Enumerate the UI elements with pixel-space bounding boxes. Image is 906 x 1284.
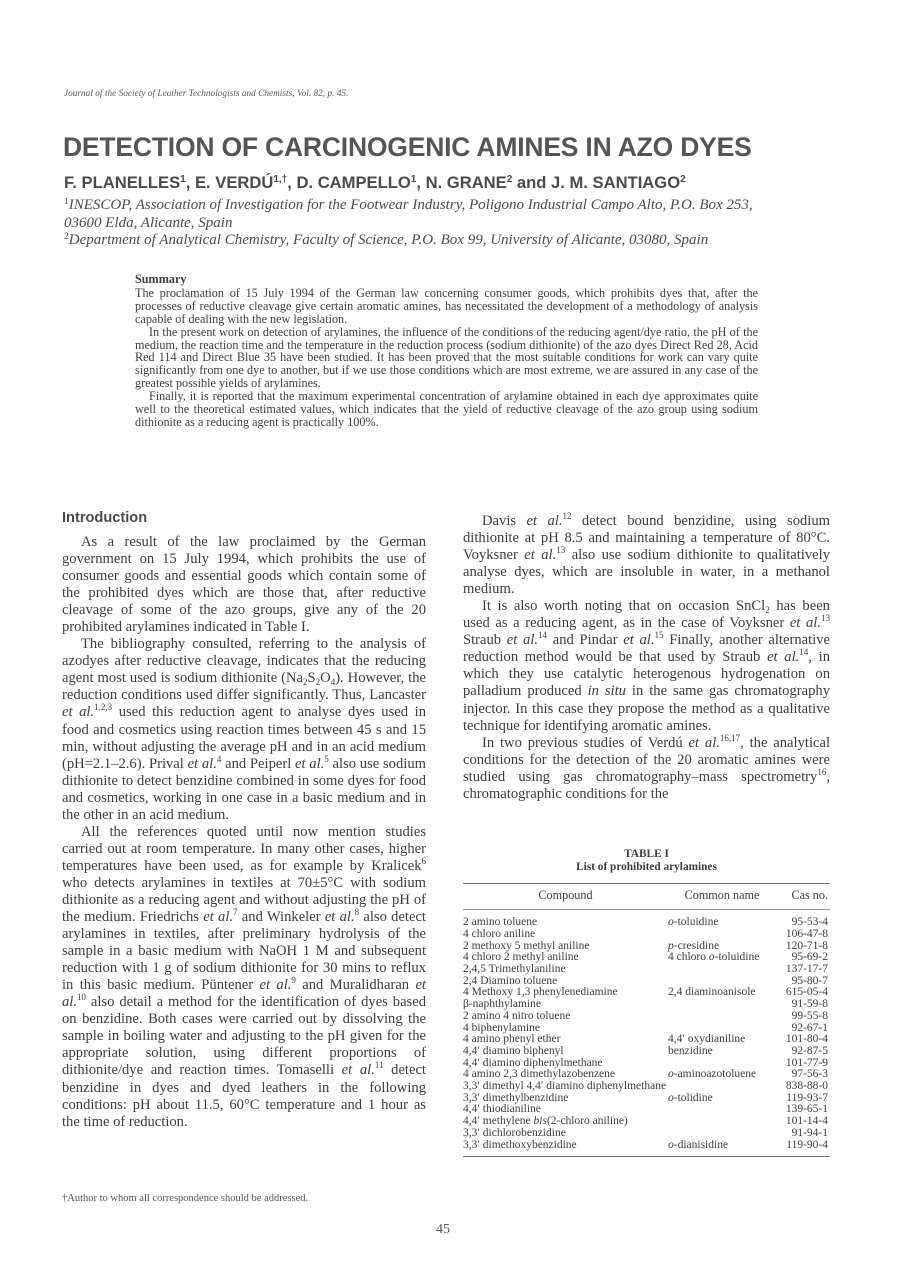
common-name-cell <box>668 1011 776 1023</box>
separator: and <box>512 173 552 192</box>
article-title: DETECTION OF CARCINOGENIC AMINES IN AZO DYES <box>63 132 752 162</box>
cas-number-cell: 91-94-1 <box>791 1126 828 1139</box>
body-paragraph: In two previous studies of Verdú et al.$^{16,17}$, the analytical conditions for the detection of the 20 aromatic amines were studied using gas chromatography–mass spectrometry$^{16}$, chromatographic conditions for the <box>463 732 831 802</box>
table-row <box>463 964 830 976</box>
journal-citation: Journal of the Society of Leather Technologists and Chemists, Vol. 82, p. 45. <box>64 88 349 98</box>
author-name: N. GRANE <box>425 173 507 192</box>
compound-cell: 2 methoxy 5 methyl aniline <box>463 939 590 952</box>
common-name-cell: 2,4 diaminoanisole <box>668 986 756 999</box>
data-table <box>463 884 830 1158</box>
body-paragraph: It is also worth noting that on occasion SnCl$_2$ has been used as a reducing agent, as in the case of Voyksner et al.$^{13}$ Straub et al.$^{14}$ and Pindar et al.$^{15}$ Finally, another alternative reduction method would be that used by Straub et al.$^{14}$, in which they use catalytic heterogenous hydrogenation on palladium produced in situ in the same gas chromatography injector. In this case they propose the method as a qualitative technique for identifying aromatic amines. <box>463 598 830 734</box>
compound-cell: 2 amino toluene <box>463 916 538 929</box>
table-row <box>463 929 830 941</box>
cas-number-cell: 137-17-7 <box>785 963 828 976</box>
citation-ref: 14 <box>538 630 548 641</box>
citation-ref: 14 <box>799 647 809 658</box>
citation-ref: 16 <box>817 766 827 777</box>
author-list <box>64 173 686 193</box>
common-name-cell: o-toluidine <box>668 916 719 929</box>
common-name-cell <box>668 1081 776 1093</box>
common-name-cell <box>668 964 776 976</box>
compound-cell: 3,3′ dichlorobenzidine <box>463 1126 566 1139</box>
summary-paragraph: In the present work on detection of arylamines, the influence of the conditions of the reducing agent/dye ratio, the pH of the medium, the reaction time and the temperature in the reduction process (sodium dithionite) of the azo dyes Direct Red 28, Acid Red 114 and Direct Blue 35 have been studied. It has been proved that the most suitable conditions for work can vary quite significantly from one dye to another, but if we use those conditions which are most extreme, we are assured in any case of the greatest possible yields of arylamines. <box>135 324 758 391</box>
cas-number-cell: 101-77-9 <box>785 1056 828 1069</box>
compound-cell: 3,3′ dimethylbenzidine <box>463 1091 569 1104</box>
citation-ref: 5 <box>324 753 329 764</box>
common-name-cell <box>668 929 776 941</box>
separator: , <box>416 173 426 192</box>
citation-ref: 7 <box>233 907 238 918</box>
author-affil-sup: 1 <box>180 174 186 185</box>
table-prohibited-arylamines <box>463 848 830 1157</box>
cas-number-cell: 95-53-4 <box>791 916 828 929</box>
common-name-cell: o-tolidine <box>668 1091 713 1104</box>
cas-number-cell: 99-55-8 <box>791 1009 828 1022</box>
summary-heading: Summary <box>135 272 187 286</box>
citation-ref: 6 <box>421 855 426 866</box>
body-paragraph: Davis et al.$^{12}$ detect bound benzidine, using sodium dithionite at pH 8.5 and maintaining a temperature of 80°C. Voyksner et al.$^{13}$ also use sodium dithionite to qualitatively analyse dyes, which are insoluble in water, in a methanol medium. <box>463 511 831 598</box>
page-number: 45 <box>436 1222 450 1237</box>
common-name-cell: o-aminoazotoluene <box>668 1068 757 1081</box>
citation-ref: 8 <box>354 907 360 918</box>
cas-number-cell: 92-87-5 <box>791 1044 828 1057</box>
cas-number-cell: 615-05-4 <box>785 986 828 999</box>
compound-cell: 4 Methoxy 1,3 phenylenediamine <box>463 986 618 999</box>
affil-line: INESCOP, Association of Investigation for the Footwear Industry, Poligono Industrial Campo Alto, P.O. Box 253, <box>68 197 753 213</box>
affiliation-2 <box>64 231 708 249</box>
table-row <box>463 1081 830 1093</box>
author-affil-sup: 2 <box>506 174 513 185</box>
common-name-cell: p-cresidine <box>668 939 720 952</box>
compound-cell: 4,4′ diamino biphenyl <box>463 1044 564 1057</box>
separator: , <box>185 173 195 192</box>
compound-cell: 4 amino 2,3 dimethylazobenzene <box>463 1068 616 1081</box>
compound-cell: 4,4′ thiodianiline <box>463 1103 541 1116</box>
cas-number-cell: 838-88-0 <box>785 1080 828 1093</box>
cas-number-cell: 139-65-1 <box>785 1103 828 1116</box>
footnote: †Author to whom all correspondence should be addressed. <box>62 1193 309 1204</box>
citation-ref: 15 <box>654 630 664 641</box>
cas-number-cell: 101-14-4 <box>785 1115 828 1128</box>
compound-cell: 4 amino phenyl ether <box>463 1033 561 1046</box>
citation-ref: 9 <box>291 975 296 986</box>
compound-cell: 4,4′ diamino diphenylmethane <box>463 1056 603 1069</box>
table-row <box>463 1140 830 1157</box>
summary-section <box>135 273 758 429</box>
author-name: J. M. SANTIAGO <box>551 173 681 192</box>
author-affil-sup: 1,† <box>273 174 288 185</box>
introduction-heading: Introduction <box>62 510 148 526</box>
author-affil-sup: 2 <box>680 174 686 185</box>
cas-number-cell: 92-67-1 <box>791 1021 828 1034</box>
author-name: F. PLANELLES <box>64 173 181 192</box>
compound-cell: 4 chloro 2 methyl aniline <box>463 951 579 964</box>
citation-ref: 16,17 <box>719 732 741 743</box>
body-paragraph: As a result of the law proclaimed by the German government on 15 July 1994, which prohibits the use of consumer goods and essential goods which contain some of the prohibited dyes which are those that, after reductive cleavage of some of the azo groups, give any of the 20 prohibited arylamines indicated in Table I. <box>62 534 426 636</box>
separator: , <box>287 173 297 192</box>
common-name-cell <box>668 1128 776 1140</box>
compound-cell: 4,4′ methylene bis(2-chloro aniline) <box>463 1115 628 1128</box>
citation-ref: 10 <box>77 992 86 1003</box>
cas-number-cell: 97-56-3 <box>791 1068 828 1081</box>
table-header-row <box>463 884 830 910</box>
right-column <box>463 513 830 803</box>
common-name-cell <box>668 1104 776 1116</box>
affil-line: 03600 Elda, Alicante, Spain <box>64 215 233 231</box>
compound-cell: 2,4,5 Trimethylaniline <box>463 963 566 976</box>
affiliation-1 <box>64 196 753 232</box>
compound-cell: 2,4 Diamino toluene <box>463 974 558 987</box>
column-header-cas-no: Cas no. <box>791 887 828 902</box>
table-row <box>463 910 830 929</box>
cas-number-cell: 95-80-7 <box>791 974 828 987</box>
compound-cell: 3,3′ dimethyl 4,4′ diamino diphenylmethane <box>463 1080 667 1093</box>
citation-ref: 1,2,3 <box>94 702 113 713</box>
citation-ref: 11 <box>374 1060 384 1071</box>
citation-ref: 12 <box>562 511 572 521</box>
compound-cell: β-naphthylamine <box>463 998 542 1011</box>
table-row <box>463 1011 830 1023</box>
common-name-cell: o-dianisidine <box>668 1138 729 1151</box>
column-header-compound: Compound <box>538 887 593 902</box>
affil-sup: 1 <box>64 197 69 207</box>
table-subtitle: List of prohibited arylamines <box>576 860 717 873</box>
common-name-cell <box>668 999 776 1011</box>
cas-number-cell: 119-90-4 <box>786 1138 828 1151</box>
common-name-cell: 4 chloro o-toluidine <box>668 951 760 964</box>
cas-number-cell: 95-69-2 <box>791 951 828 964</box>
table-caption: TABLE I <box>624 848 669 860</box>
affil-sup: 2 <box>64 232 69 242</box>
table-row <box>463 1046 830 1058</box>
citation-ref: 13 <box>821 613 830 624</box>
cas-number-cell: 119-93-7 <box>786 1091 828 1104</box>
common-name-cell: 4,4′ oxydianiline <box>668 1033 746 1046</box>
common-name-cell: benzidine <box>668 1044 713 1057</box>
citation-ref: 4 <box>216 753 222 764</box>
author-affil-sup: 1 <box>410 174 417 185</box>
compound-cell: 2 amino 4 nitro toluene <box>463 1009 571 1022</box>
common-name-cell <box>668 1116 776 1128</box>
affil-line: Department of Analytical Chemistry, Faculty of Science, P.O. Box 99, University of Alicante, 03080, Spain <box>68 232 709 248</box>
compound-cell: 3,3′ dimethoxybenzidine <box>463 1138 577 1151</box>
left-column <box>62 510 426 1131</box>
author-name: D. CAMPELLO <box>296 173 411 192</box>
citation-ref: 13 <box>556 545 566 556</box>
author-name: E. VERDÚ <box>194 173 274 192</box>
cas-number-cell: 120-71-8 <box>785 939 828 952</box>
body-paragraph: All the references quoted until now mention studies carried out at room temperature. In many other cases, higher temperatures have been used, as for example by Kralicek$^6$ who detects arylamines in textiles at 70±5°C with sodium dithionite as a reducing agent and without adjusting the pH of the medium. Friedrichs et al.$^7$ and Winkeler et al.$^8$ also detect arylamines in textiles, after preliminary hydrolysis of the sample in a basic medium with NaOH 1 M and subsequent reduction with 1 g of sodium dithionite for 30 mins to reflux in this basic medium. Püntener et al.$^9$ and Muralidharan et al.$^{10}$ also detail a method for the identification of dyes based on benzidine. Both cases were carried out by dissolving the sample in boiling water and adjusting to the pH given for the appropriate solution, using different proportions of dithionite/dye and reaction times. Tomaselli et al.$^{11}$ detect benzidine in dyes and dyed leathers in the following conditions: pH about 11.5, 60°C temperature and 1 hour as the time of reduction. <box>62 823 426 1130</box>
body-paragraph: The bibliography consulted, referring to the analysis of azodyes after reductive cleavage, indicates that the reducing agent most used is sodium dithionite $(Na_2S_2O_4)$. However, the reduction conditions used differ significantly. Thus, Lancaster et al.$^{1,2,3}$ used this reduction agent to analyse dyes used in food and cosmetics using reaction times between 45 s and 15 min, without adjusting the average pH and in an acid medium (pH=2.1–2.6). Prival et al.$^4$ and Peiperl et al.$^5$ also use sodium dithionite to detect benzidine combined in some dyes for food and cosmetics, working in one case in a basic medium and in the other in an acid medium. <box>62 636 426 823</box>
summary-paragraph: The proclamation of 15 July 1994 of the German law concerning consumer goods, which prohibits dyes that, after the processes of reductive cleavage give certain aromatic amines, has necessitated the development of a methodology of analysis capable of dealing with the new legislation. <box>135 285 758 326</box>
cas-number-cell: 106-47-8 <box>785 927 828 940</box>
compound-cell: 4 chloro aniline <box>463 927 536 940</box>
cas-number-cell: 91-59-8 <box>791 998 828 1011</box>
summary-paragraph: Finally, it is reported that the maximum experimental concentration of arylamine obtained in each dye approximates quite well to the theoretical estimated values, which indicates that the yield of reductive cleavage of the azo group using sodium dithionite as a reducing agent is practically 100%. <box>135 389 758 429</box>
compound-cell: 4 biphenylamine <box>463 1021 540 1034</box>
table-row <box>463 1128 830 1140</box>
cas-number-cell: 101-80-4 <box>785 1033 828 1046</box>
column-header-common-name: Common name <box>684 887 760 902</box>
